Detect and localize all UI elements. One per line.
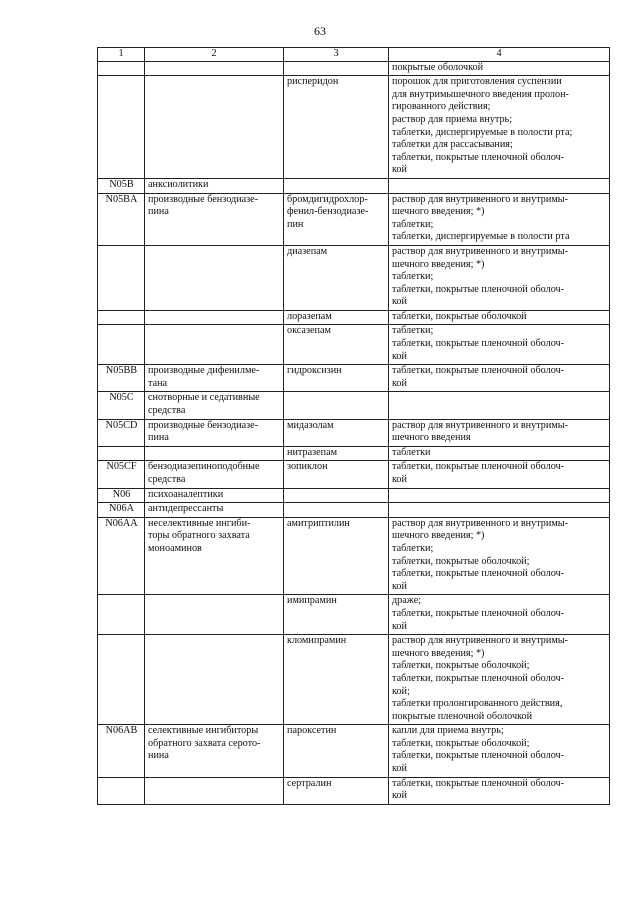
group-name-cell: производные бензодиазе- пина <box>145 193 284 245</box>
atc-code-cell: N05BA <box>98 193 145 245</box>
dosage-forms-cell: драже; таблетки, покрытые пленочной оболоч- кой <box>389 595 610 635</box>
drug-name-cell: диазепам <box>284 245 389 310</box>
table-row <box>98 517 610 595</box>
atc-code-cell: N06AA <box>98 517 145 595</box>
group-name-cell: анксиолитики <box>145 178 284 193</box>
group-name-cell: бензодиазепиноподобные средства <box>145 461 284 488</box>
dosage-forms-cell: таблетки <box>389 446 610 461</box>
dosage-forms-cell: таблетки; таблетки, покрытые пленочной оболоч- кой <box>389 325 610 365</box>
table-row <box>98 245 610 310</box>
group-name-cell: психоаналептики <box>145 488 284 503</box>
drug-name-cell: зопиклон <box>284 461 389 488</box>
atc-code-cell: N06A <box>98 503 145 518</box>
atc-code-cell <box>98 310 145 325</box>
drug-name-cell <box>284 488 389 503</box>
atc-code-cell: N05BB <box>98 365 145 392</box>
header-col-4: 4 <box>389 48 610 62</box>
table-row <box>98 178 610 193</box>
table-row <box>98 595 610 635</box>
drug-name-cell: пароксетин <box>284 725 389 777</box>
table-row <box>98 419 610 446</box>
group-name-cell <box>145 245 284 310</box>
dosage-forms-cell: раствор для внутривенного и внутримы- шечного введения <box>389 419 610 446</box>
atc-code-cell: N05CD <box>98 419 145 446</box>
dosage-forms-cell: раствор для внутривенного и внутримы- шечного введения; *) таблетки; таблетки, покрытые оболочкой; таблетки, покрытые пленочной оболоч- кой <box>389 517 610 595</box>
dosage-forms-cell: таблетки, покрытые пленочной оболоч- кой <box>389 365 610 392</box>
group-name-cell <box>145 777 284 804</box>
group-name-cell <box>145 446 284 461</box>
atc-code-cell <box>98 325 145 365</box>
dosage-forms-cell: покрытые оболочкой <box>389 61 610 76</box>
atc-code-cell <box>98 777 145 804</box>
dosage-forms-cell <box>389 178 610 193</box>
table-header-row <box>98 48 610 62</box>
drug-name-cell <box>284 392 389 419</box>
group-name-cell: антидепрессанты <box>145 503 284 518</box>
header-col-3: 3 <box>284 48 389 62</box>
group-name-cell: снотворные и седативные средства <box>145 392 284 419</box>
dosage-forms-cell: раствор для внутривенного и внутримы- шечного введения; *) таблетки; таблетки, диспергируемые в полости рта <box>389 193 610 245</box>
drug-name-cell: рисперидон <box>284 76 389 179</box>
group-name-cell <box>145 325 284 365</box>
table-row <box>98 325 610 365</box>
dosage-forms-cell <box>389 503 610 518</box>
medication-table <box>97 47 610 805</box>
table-row <box>98 365 610 392</box>
drug-name-cell: бромдигидрохлор- фенил-бензодиазе- пин <box>284 193 389 245</box>
drug-name-cell: нитразепам <box>284 446 389 461</box>
header-col-1: 1 <box>98 48 145 62</box>
drug-name-cell: амитриптилин <box>284 517 389 595</box>
drug-name-cell: оксазепам <box>284 325 389 365</box>
table-row <box>98 725 610 777</box>
group-name-cell <box>145 61 284 76</box>
drug-name-cell <box>284 503 389 518</box>
dosage-forms-cell <box>389 488 610 503</box>
drug-name-cell <box>284 61 389 76</box>
drug-name-cell: кломипрамин <box>284 635 389 725</box>
dosage-forms-cell: таблетки, покрытые оболочкой <box>389 310 610 325</box>
atc-code-cell: N06AB <box>98 725 145 777</box>
drug-name-cell: гидроксизин <box>284 365 389 392</box>
table-row <box>98 777 610 804</box>
dosage-forms-cell: таблетки, покрытые пленочной оболоч- кой <box>389 461 610 488</box>
atc-code-cell <box>98 76 145 179</box>
atc-code-cell <box>98 595 145 635</box>
drug-name-cell: сертралин <box>284 777 389 804</box>
table-row <box>98 635 610 725</box>
group-name-cell: селективные ингибиторы обратного захвата серото- нина <box>145 725 284 777</box>
group-name-cell <box>145 595 284 635</box>
atc-code-cell <box>98 446 145 461</box>
drug-name-cell: имипрамин <box>284 595 389 635</box>
page-number: 63 <box>314 24 326 38</box>
atc-code-cell: N05CF <box>98 461 145 488</box>
atc-code-cell: N05C <box>98 392 145 419</box>
group-name-cell <box>145 635 284 725</box>
drug-name-cell <box>284 178 389 193</box>
drug-name-cell: лоразепам <box>284 310 389 325</box>
dosage-forms-cell: порошок для приготовления суспензии для внутримышечного введения пролон- гированного действия; раствор для приема внутрь; таблетки, диспергируемые в полости рта; таблетки для рассасывания; таблетки, покрытые пленочной оболоч- кой <box>389 76 610 179</box>
table-row <box>98 446 610 461</box>
drug-name-cell: мидазолам <box>284 419 389 446</box>
atc-code-cell <box>98 245 145 310</box>
group-name-cell <box>145 310 284 325</box>
table-row <box>98 310 610 325</box>
table-row <box>98 461 610 488</box>
dosage-forms-cell <box>389 392 610 419</box>
atc-code-cell <box>98 635 145 725</box>
table-row <box>98 61 610 76</box>
table-row <box>98 488 610 503</box>
group-name-cell: неселективные ингиби- торы обратного захвата моноаминов <box>145 517 284 595</box>
header-col-2: 2 <box>145 48 284 62</box>
atc-code-cell: N05B <box>98 178 145 193</box>
group-name-cell <box>145 76 284 179</box>
dosage-forms-cell: раствор для внутривенного и внутримы- шечного введения; *) таблетки, покрытые оболочкой; таблетки, покрытые пленочной оболоч- кой; таблетки пролонгированного действия, покрытые пленочной оболочкой <box>389 635 610 725</box>
table-row <box>98 392 610 419</box>
group-name-cell: производные дифенилме- тана <box>145 365 284 392</box>
dosage-forms-cell: таблетки, покрытые пленочной оболоч- кой <box>389 777 610 804</box>
table-row <box>98 193 610 245</box>
table-row <box>98 76 610 179</box>
dosage-forms-cell: раствор для внутривенного и внутримы- шечного введения; *) таблетки; таблетки, покрытые пленочной оболоч- кой <box>389 245 610 310</box>
atc-code-cell: N06 <box>98 488 145 503</box>
table-row <box>98 503 610 518</box>
dosage-forms-cell: капли для приема внутрь; таблетки, покрытые оболочкой; таблетки, покрытые пленочной оболоч- кой <box>389 725 610 777</box>
group-name-cell: производные бензодиазе- пина <box>145 419 284 446</box>
atc-code-cell <box>98 61 145 76</box>
